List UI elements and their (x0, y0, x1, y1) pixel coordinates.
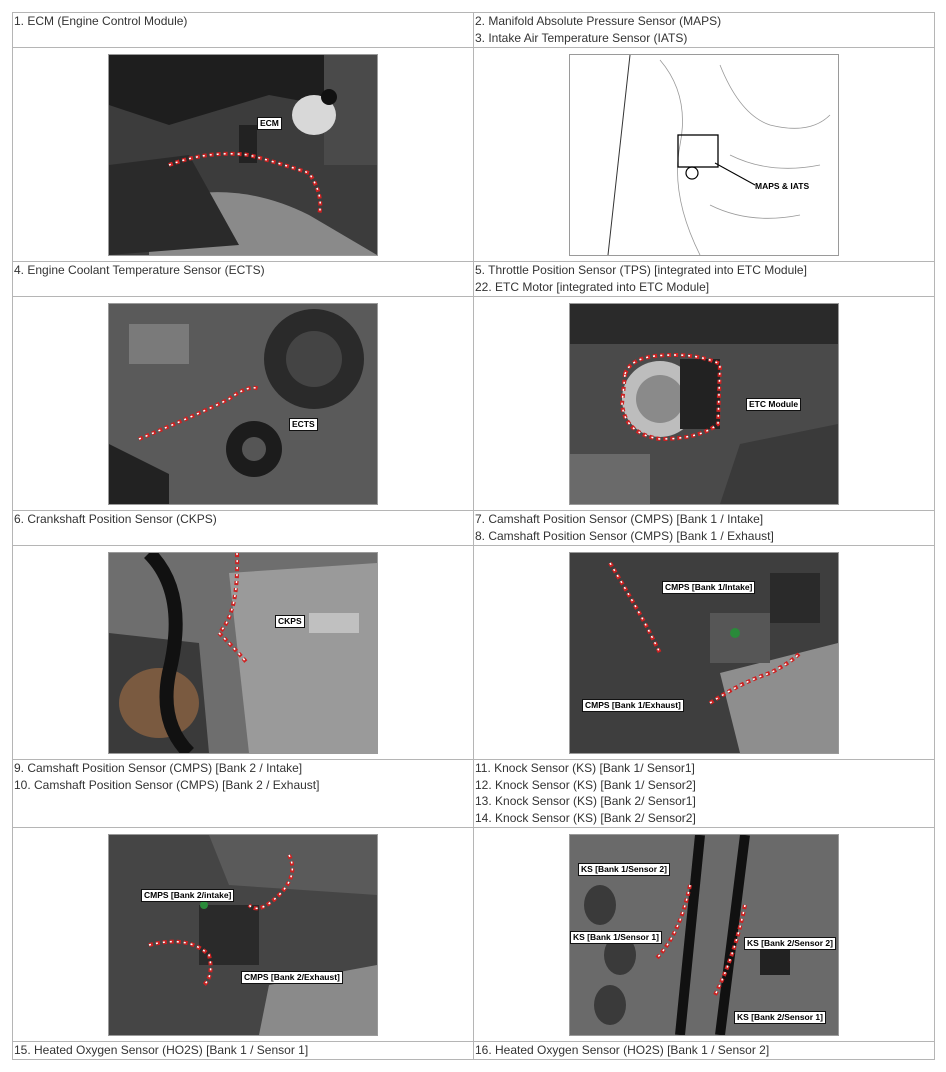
component-label: 2. Manifold Absolute Pressure Sensor (MAPS) (475, 14, 722, 28)
component-callout: CKPS (275, 615, 305, 628)
component-callout: ECTS (289, 418, 318, 431)
component-callout: KS [Bank 1/Sensor 2] (578, 863, 670, 876)
component-label-cell (13, 262, 474, 297)
table-row (13, 828, 935, 1042)
table-row (13, 1042, 935, 1060)
component-label-cell (13, 1042, 474, 1060)
component-label: 10. Camshaft Position Sensor (CMPS) [Bank 2 / Exhaust] (14, 777, 320, 792)
component-label: 4. Engine Coolant Temperature Sensor (ECTS) (14, 263, 265, 277)
maps-iats-diagram (569, 54, 839, 256)
component-label: 3. Intake Air Temperature Sensor (IATS) (475, 30, 688, 45)
knock-sensor-photo (569, 834, 839, 1036)
component-label: 16. Heated Oxygen Sensor (HO2S) [Bank 1 / Sensor 2] (475, 1043, 770, 1057)
component-callout: CMPS [Bank 2/intake] (141, 889, 234, 902)
etc-module-photo (569, 303, 839, 505)
component-label: 6. Crankshaft Position Sensor (CKPS) (14, 512, 217, 526)
component-label-cell (474, 760, 935, 828)
ckps-photo (108, 552, 378, 754)
component-label-cell (474, 511, 935, 546)
component-callout: KS [Bank 2/Sensor 1] (734, 1011, 826, 1024)
table-row (13, 262, 935, 297)
component-label-cell (13, 760, 474, 828)
table-row (13, 511, 935, 546)
table-row (13, 13, 935, 48)
ects-photo (108, 303, 378, 505)
component-label: 22. ETC Motor [integrated into ETC Module] (475, 279, 710, 294)
component-label: 1. ECM (Engine Control Module) (14, 14, 188, 28)
image-cell (474, 828, 935, 1042)
ecm-photo (108, 54, 378, 256)
component-label-cell (474, 1042, 935, 1060)
component-label: 15. Heated Oxygen Sensor (HO2S) [Bank 1 / Sensor 1] (14, 1043, 309, 1057)
cmps-bank2-photo (108, 834, 378, 1036)
table-row (13, 760, 935, 828)
table-row (13, 297, 935, 511)
image-cell (474, 546, 935, 760)
component-label: 5. Throttle Position Sensor (TPS) [integrated into ETC Module] (475, 263, 807, 277)
component-label: 7. Camshaft Position Sensor (CMPS) [Bank 1 / Intake] (475, 512, 764, 526)
component-callout: CMPS [Bank 2/Exhaust] (241, 971, 343, 984)
component-label-cell (474, 262, 935, 297)
image-cell (13, 828, 474, 1042)
component-label: 8. Camshaft Position Sensor (CMPS) [Bank 1 / Exhaust] (475, 528, 774, 543)
image-cell (474, 48, 935, 262)
image-cell (13, 48, 474, 262)
component-label-cell (474, 13, 935, 48)
image-cell (474, 297, 935, 511)
image-cell (13, 546, 474, 760)
component-label: 14. Knock Sensor (KS) [Bank 2/ Sensor2] (475, 810, 696, 825)
component-label: 11. Knock Sensor (KS) [Bank 1/ Sensor1] (475, 761, 695, 775)
component-callout: ECM (257, 117, 282, 130)
component-callout: CMPS [Bank 1/Exhaust] (582, 699, 684, 712)
component-label: 13. Knock Sensor (KS) [Bank 2/ Sensor1] (475, 794, 696, 808)
component-label-cell (13, 511, 474, 546)
component-label: 9. Camshaft Position Sensor (CMPS) [Bank 2 / Intake] (14, 761, 303, 775)
cmps-bank1-photo (569, 552, 839, 754)
component-callout: CMPS [Bank 1/Intake] (662, 581, 755, 594)
table-row (13, 546, 935, 760)
sensor-location-table (12, 12, 935, 1060)
component-callout: ETC Module (746, 398, 801, 411)
component-callout: KS [Bank 1/Sensor 1] (570, 931, 662, 944)
component-label-cell (13, 13, 474, 48)
image-cell (13, 297, 474, 511)
component-callout: KS [Bank 2/Sensor 2] (744, 937, 836, 950)
component-callout: MAPS & IATS (755, 181, 810, 191)
table-row (13, 48, 935, 262)
component-label: 12. Knock Sensor (KS) [Bank 1/ Sensor2] (475, 777, 696, 792)
